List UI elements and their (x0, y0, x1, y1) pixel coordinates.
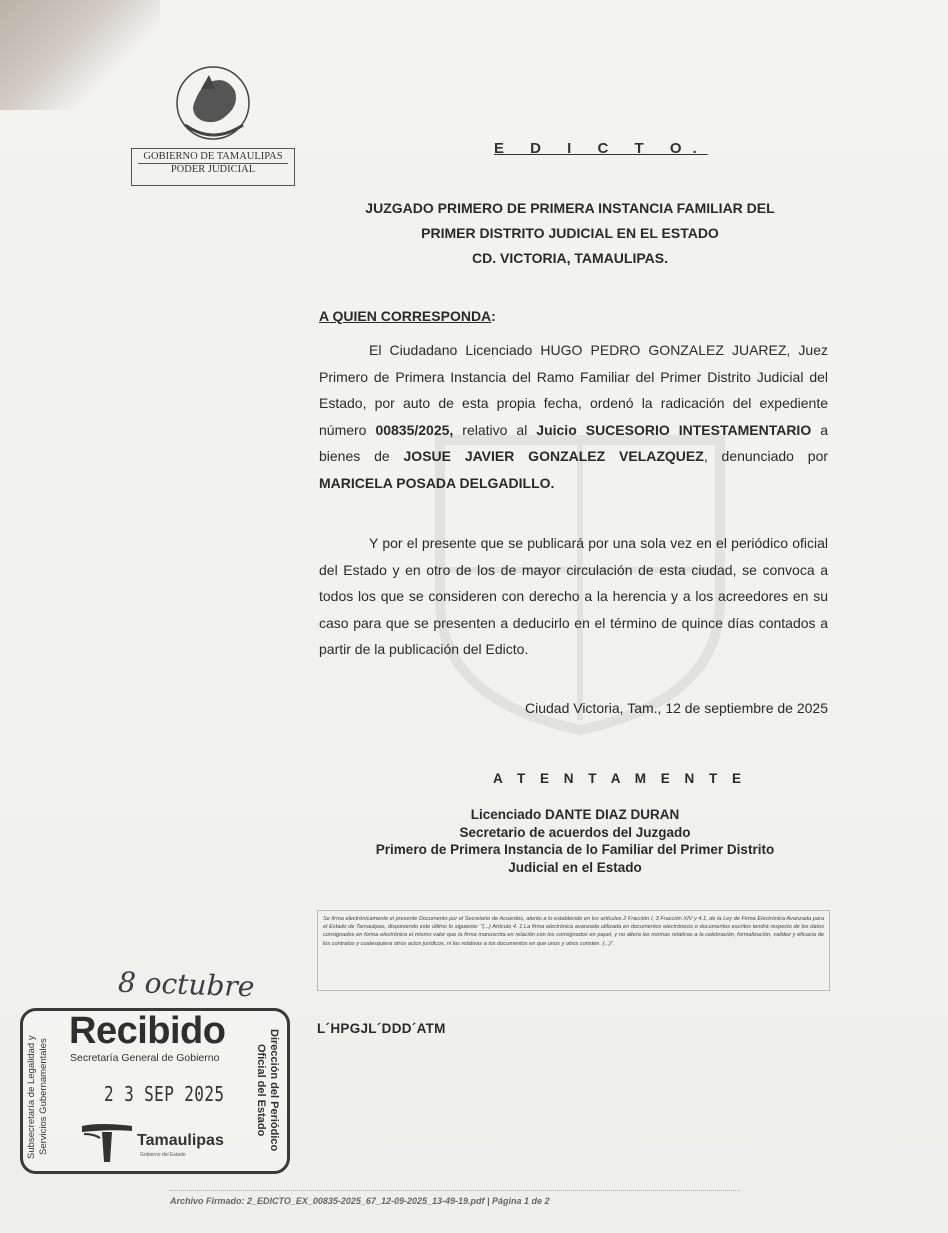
place-and-date: Ciudad Victoria, Tam., 12 de septiembre de 2025 (524, 700, 828, 716)
paragraph-convocatoria (319, 530, 828, 663)
reference-initials: L´HPGJL´DDD´ATM (317, 1021, 446, 1036)
stamp-date: 2 3 SEP 2025 (104, 1082, 225, 1106)
court-line-1: JUZGADO PRIMERO DE PRIMERA INSTANCIA FAMILIAR DEL (365, 200, 775, 216)
court-line-3: CD. VICTORIA, TAMAULIPAS. (472, 250, 668, 266)
court-heading (300, 196, 840, 271)
stamp-right-text: Dirección del Periódico Oficial del Estado (255, 1028, 280, 1152)
p1-text-2: relativo al (453, 421, 537, 438)
signer-name: Licenciado DANTE DIAZ DURAN (470, 807, 680, 822)
signed-file-footer: Archivo Firmado: 2_EDICTO_EX_00835-2025_67_12-09-2025_13-49-19.pdf | Página 1 de 2 (170, 1196, 550, 1206)
stamp-subtitle: Secretaría General de Gobierno (70, 1052, 220, 1064)
photo-corner-shadow (0, 0, 160, 110)
p1-text-3: a bienes de (319, 421, 828, 464)
handwritten-note: 8 octubre (117, 965, 255, 1004)
salutation-text: A QUIEN CORRESPONDA (319, 308, 492, 324)
stamp-brand: Tamaulipas (137, 1132, 224, 1149)
p1-text-4: , denunciado por (703, 448, 829, 464)
electronic-signature-notice: Se firma electrónicamente el presente Documento por el Secretario de Acuerdos, atento a lo establecido en los artículos 2 Fracción I, 3 Fracción XIV y 4.1, de la Ley de Firma Electrónica Avanzada para el Estado de Tamaulipas, disponiendo este último lo siguiente: "(...) Artículo 4. 1.La firma electrónica avanzada utilizada en documentos electrónicos o documentos escritos tendrá respecto de los datos consignados en forma electrónica el mismo valor que la firma manuscrita en relación con los consignados en papel, y no altera las normas relativas a la celebración, formalización, validez y eficacia de los contratos y cualesquiera otros actos jurídicos, ni las relativas a los documentos en que unos y otros consten. (...)". (317, 910, 830, 991)
trial-type: Juicio SUCESORIO INTESTAMENTARIO (536, 421, 812, 438)
signer-title: Secretario de acuerdos del Juzgado (459, 824, 691, 840)
stamp-title: Recibido (69, 1010, 226, 1052)
court-line-2: PRIMER DISTRITO JUDICIAL EN EL ESTADO (421, 225, 719, 241)
tamaulipas-logo-icon (80, 1120, 134, 1164)
government-letterhead-box (131, 148, 295, 186)
footer-rule (170, 1190, 740, 1193)
signer-court-2: Judicial en el Estado (508, 859, 642, 875)
gov-name: GOBIERNO DE TAMAULIPAS (138, 151, 288, 164)
salutation: A QUIEN CORRESPONDA: (319, 308, 496, 324)
case-number: 00835/2025, (375, 421, 454, 438)
signer-block (300, 806, 850, 876)
document-title: E D I C T O. (494, 140, 708, 157)
p2-text: Y por el presente que se publicará por una sola vez en el periódico oficial del Estado y en otro de los de mayor circulación de esta ciudad, se convoca a todos los que se consideren con derecho a la herencia y a los acreedores en su caso para que se presenten a deducirlo en el término de quince días contados a partir de la publicación del Edicto. (319, 535, 828, 657)
claimant-name: MARICELA POSADA DELGADILLO. (319, 474, 555, 491)
closing: A T E N T A M E N T E (493, 771, 747, 786)
p1-text-1: El Ciudadano Licenciado HUGO PEDRO GONZALEZ JUAREZ, Juez Primero de Primera Instancia del Ramo Familiar del Primer Distrito Judicial del Estado, por auto de esta propia fecha, ordenó la radicación del expediente número (319, 342, 828, 438)
paragraph-radicacion (319, 337, 828, 496)
stamp-brand-sub: Gobierno del Estado (140, 1152, 186, 1158)
judicial-branch: PODER JUDICIAL (170, 164, 256, 175)
stamp-left-text: Subsecretaría de Legalidad y Servicios Gubernamentales (26, 1035, 49, 1159)
mexican-seal-icon (155, 45, 275, 155)
signer-court-1: Primero de Primera Instancia de lo Familiar del Primer Distrito (375, 842, 775, 857)
deceased-name: JOSUE JAVIER GONZALEZ VELAZQUEZ (403, 448, 704, 464)
